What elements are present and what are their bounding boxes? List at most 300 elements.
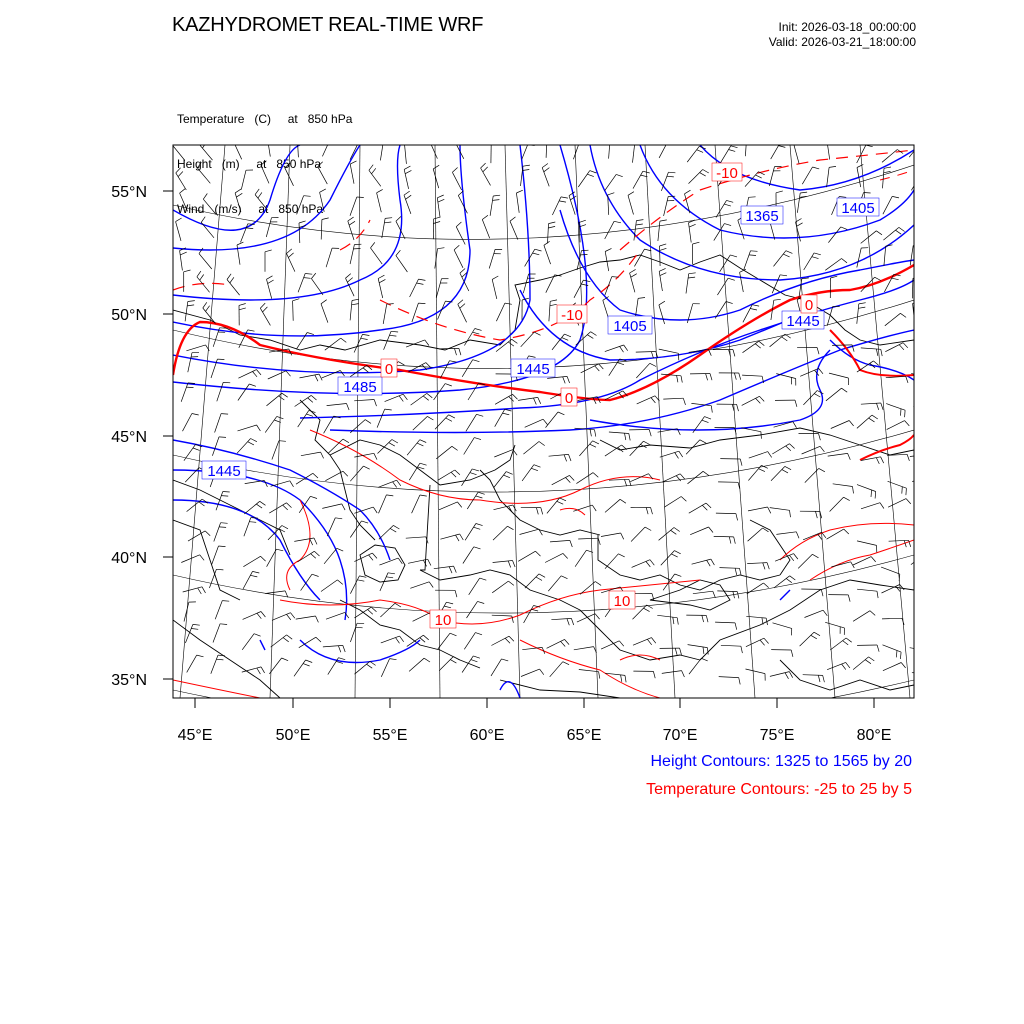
wind-barb bbox=[740, 272, 744, 292]
wind-barb-flag bbox=[751, 251, 758, 252]
wind-barb bbox=[831, 421, 849, 429]
wind-barb bbox=[238, 425, 257, 431]
wind-barb bbox=[494, 472, 506, 488]
wind-barb-flag bbox=[645, 249, 652, 251]
wind-barb-flag bbox=[452, 168, 457, 173]
wind-barb bbox=[745, 136, 746, 156]
wind-barb-flag bbox=[811, 635, 817, 639]
wind-barb bbox=[631, 527, 645, 541]
wind-barb bbox=[321, 220, 322, 240]
wind-barb-flag bbox=[906, 376, 908, 383]
wind-barb-flag bbox=[222, 601, 229, 602]
wind-barb bbox=[287, 254, 295, 272]
wind-barb-flag bbox=[928, 673, 930, 680]
wind-barb bbox=[688, 645, 708, 648]
wind-barb bbox=[575, 550, 586, 567]
wind-barb bbox=[829, 373, 848, 378]
wind-barb bbox=[495, 409, 505, 426]
wind-barb-flag bbox=[660, 220, 667, 221]
wind-barb-flag bbox=[631, 274, 637, 278]
wind-barb bbox=[311, 279, 323, 295]
wind-barb-flag bbox=[304, 196, 311, 197]
wind-barb-flag bbox=[523, 165, 530, 166]
wind-barb-flag bbox=[884, 167, 891, 168]
wind-barb bbox=[521, 332, 535, 347]
wind-barb-flag bbox=[288, 253, 293, 258]
wind-barb bbox=[244, 518, 251, 537]
wind-barb-flag bbox=[827, 137, 833, 140]
wind-barb-flag bbox=[759, 341, 765, 345]
wind-barb-flag bbox=[729, 537, 731, 544]
wind-barb-flag bbox=[926, 596, 927, 603]
wind-barb-flag bbox=[703, 170, 709, 174]
wind-barb-flag bbox=[369, 165, 373, 171]
wind-barb-flag bbox=[892, 196, 899, 198]
wind-barb bbox=[796, 222, 801, 241]
wind-barb-flag bbox=[459, 348, 461, 355]
wind-barb-flag bbox=[201, 217, 205, 223]
wind-barb bbox=[201, 222, 214, 237]
wind-barb bbox=[261, 165, 269, 183]
wind-barb bbox=[770, 334, 785, 347]
wind-barb bbox=[525, 574, 539, 588]
wind-barb bbox=[915, 623, 934, 629]
wind-barb bbox=[490, 196, 493, 216]
wind-barb-flag bbox=[433, 165, 439, 169]
wind-barb bbox=[380, 141, 383, 161]
wind-barb-flag bbox=[737, 592, 739, 599]
wind-barb-flag bbox=[282, 393, 288, 397]
wind-barb-flag bbox=[869, 418, 875, 422]
wind-barb-flag bbox=[793, 422, 797, 428]
wind-barb-flag bbox=[786, 579, 792, 583]
wind-barb-flag bbox=[367, 664, 373, 668]
wind-barb bbox=[209, 569, 216, 588]
wind-barb bbox=[800, 632, 814, 646]
wind-barb-flag bbox=[739, 373, 741, 380]
wind-barb-flag bbox=[239, 304, 246, 306]
wind-barb bbox=[491, 659, 502, 676]
wind-barb-flag bbox=[329, 142, 336, 143]
wind-barb-flag bbox=[869, 657, 875, 661]
wind-barb-flag bbox=[299, 221, 306, 223]
wind-barb-flag bbox=[618, 554, 624, 557]
wind-barb bbox=[301, 452, 321, 456]
wind-barb-flag bbox=[251, 518, 258, 519]
wind-barb-flag bbox=[668, 172, 675, 173]
wind-barb bbox=[321, 304, 328, 323]
wind-barb-flag bbox=[509, 636, 514, 641]
wind-barb-flag bbox=[646, 561, 650, 567]
wind-barb-flag bbox=[929, 509, 933, 515]
wind-barb-flag bbox=[559, 201, 566, 202]
wind-barb-flag bbox=[253, 571, 260, 573]
wind-barb-flag bbox=[896, 651, 897, 658]
wind-barb-flag bbox=[512, 339, 518, 343]
wind-barb-flag bbox=[873, 361, 878, 366]
wind-barb-flag bbox=[881, 349, 882, 356]
wind-barb-flag bbox=[268, 280, 274, 284]
wind-barb-flag bbox=[235, 141, 240, 146]
wind-barb-flag bbox=[417, 283, 424, 284]
wind-barb bbox=[437, 198, 440, 218]
wind-barb bbox=[573, 140, 580, 159]
wind-barb-flag bbox=[820, 446, 824, 452]
wind-barb bbox=[215, 601, 222, 620]
wind-barb-flag bbox=[339, 658, 346, 660]
wind-barb-flag bbox=[260, 501, 266, 505]
wind-barb-flag bbox=[587, 174, 594, 176]
wind-barb-flag bbox=[617, 363, 624, 365]
wind-barb-flag bbox=[558, 412, 564, 415]
wind-barb-flag bbox=[475, 329, 482, 331]
wind-barb-flag bbox=[544, 241, 550, 245]
wind-barb-flag bbox=[570, 540, 572, 547]
wind-barb bbox=[573, 505, 592, 511]
wind-barb-flag bbox=[506, 472, 512, 475]
wind-barb-flag bbox=[899, 345, 904, 350]
wind-barb bbox=[380, 603, 395, 617]
wind-barb bbox=[491, 636, 509, 645]
wind-barb-flag bbox=[794, 554, 798, 560]
wind-barb-flag bbox=[384, 222, 391, 223]
wind-barb bbox=[910, 454, 930, 456]
wind-barb bbox=[350, 142, 359, 160]
wind-barb-flag bbox=[709, 527, 713, 533]
wind-barb-flag bbox=[425, 340, 429, 346]
wind-barb-flag bbox=[390, 529, 396, 533]
wind-barb-flag bbox=[311, 554, 316, 559]
wind-barb-flag bbox=[456, 222, 461, 227]
lon-label: 55°E bbox=[372, 727, 408, 744]
lon-label: 50°E bbox=[275, 727, 311, 744]
wind-barb-flag bbox=[419, 279, 426, 280]
wind-barb bbox=[321, 580, 337, 592]
wind-barb bbox=[601, 641, 619, 649]
wind-barb-flag bbox=[936, 432, 938, 439]
wind-barb-flag bbox=[363, 334, 370, 335]
wind-barb-flag bbox=[625, 433, 626, 440]
wind-barb bbox=[720, 255, 731, 272]
wind-barb bbox=[434, 566, 454, 569]
lat-label: 50°N bbox=[111, 307, 147, 324]
wind-barb-flag bbox=[660, 248, 667, 250]
wind-barb bbox=[743, 341, 759, 353]
wind-barb bbox=[686, 274, 689, 294]
wind-barb-flag bbox=[932, 477, 936, 483]
wind-barb-flag bbox=[800, 192, 807, 193]
wind-barb-flag bbox=[310, 539, 313, 545]
wind-barb bbox=[827, 167, 830, 187]
wind-barb-flag bbox=[221, 523, 228, 524]
wind-barb-flag bbox=[534, 398, 537, 404]
wind-barb-flag bbox=[279, 396, 285, 400]
wind-barb bbox=[721, 645, 741, 646]
wind-barb bbox=[260, 308, 270, 325]
wind-barb-flag bbox=[782, 470, 788, 473]
wind-barb-flag bbox=[749, 197, 756, 198]
wind-barb-flag bbox=[624, 345, 628, 351]
wind-barb-flag bbox=[337, 548, 343, 551]
wind-barb-flag bbox=[450, 361, 457, 362]
wind-barb bbox=[379, 495, 387, 513]
wind-barb bbox=[379, 525, 394, 539]
wind-barb-flag bbox=[460, 534, 464, 540]
wind-barb-flag bbox=[392, 440, 398, 444]
wind-barb-flag bbox=[472, 469, 479, 471]
wind-barb bbox=[496, 303, 505, 321]
wind-barb-flag bbox=[739, 678, 741, 685]
wind-barb bbox=[909, 142, 921, 158]
wind-barb-flag bbox=[567, 376, 570, 383]
wind-barb bbox=[912, 278, 913, 298]
wind-barb-flag bbox=[700, 440, 706, 443]
wind-barb-flag bbox=[660, 244, 667, 246]
wind-barb bbox=[494, 450, 513, 457]
wind-barb bbox=[745, 172, 758, 187]
wind-barb-flag bbox=[216, 659, 223, 660]
wind-barb-flag bbox=[249, 522, 256, 523]
wind-barb-flag bbox=[359, 142, 366, 143]
wind-barb-flag bbox=[821, 589, 823, 596]
wind-barb-flag bbox=[565, 639, 570, 644]
wind-barb bbox=[912, 477, 931, 482]
wind-barb-flag bbox=[363, 466, 369, 469]
wind-barb bbox=[636, 352, 656, 353]
wind-barb-flag bbox=[846, 662, 850, 668]
wind-barb-flag bbox=[346, 274, 351, 279]
wind-barb-flag bbox=[747, 135, 754, 136]
wind-barb bbox=[440, 534, 459, 539]
wind-barb-flag bbox=[871, 490, 872, 497]
wind-barb bbox=[605, 221, 614, 239]
wind-barb bbox=[853, 657, 869, 670]
wind-barb-flag bbox=[379, 279, 385, 282]
wind-barb bbox=[413, 416, 428, 430]
wind-barb-flag bbox=[562, 338, 569, 341]
wind-barb-flag bbox=[541, 508, 543, 515]
height-legend: Height Contours: 1325 to 1565 by 20 bbox=[650, 753, 912, 770]
wind-barb bbox=[574, 647, 594, 650]
wind-barb-flag bbox=[424, 658, 430, 662]
wind-barb bbox=[544, 245, 551, 264]
wind-barb bbox=[463, 547, 474, 564]
wind-barb bbox=[803, 675, 823, 676]
wind-barb bbox=[797, 193, 800, 213]
wind-barb-flag bbox=[319, 374, 322, 380]
wind-barb-flag bbox=[934, 530, 939, 535]
wind-barb bbox=[802, 167, 812, 184]
wind-barb bbox=[769, 167, 774, 186]
wind-barb-flag bbox=[202, 587, 206, 593]
wind-barb-flag bbox=[749, 255, 756, 256]
wind-barb-flag bbox=[614, 221, 621, 223]
wind-barb-flag bbox=[598, 538, 600, 545]
wind-barb-flag bbox=[922, 142, 929, 145]
wind-barb-flag bbox=[265, 250, 272, 252]
wind-barb bbox=[689, 503, 706, 513]
field-temperature: Temperature (C) at 850 hPa bbox=[177, 112, 353, 126]
wind-barb bbox=[882, 618, 902, 619]
wind-barb-flag bbox=[535, 249, 542, 251]
wind-barb-flag bbox=[827, 141, 833, 144]
wind-barb-flag bbox=[776, 191, 783, 193]
wind-barb bbox=[916, 221, 922, 240]
wind-barb-flag bbox=[445, 384, 452, 386]
svg-text:10: 10 bbox=[434, 612, 452, 629]
wind-barb bbox=[657, 615, 677, 617]
wind-barb-flag bbox=[843, 641, 849, 645]
wind-barb bbox=[245, 481, 265, 484]
wind-barb-flag bbox=[907, 454, 909, 461]
wind-barb-flag bbox=[493, 200, 500, 201]
wind-barb bbox=[325, 471, 343, 481]
wind-barb-flag bbox=[335, 518, 342, 519]
wind-barb bbox=[267, 137, 270, 157]
wind-barb-flag bbox=[373, 507, 377, 513]
wind-barb bbox=[293, 301, 294, 321]
wind-barb bbox=[637, 396, 655, 404]
wind-barb bbox=[659, 140, 668, 158]
wind-barb-flag bbox=[356, 627, 363, 628]
wind-barb-flag bbox=[761, 432, 762, 439]
wind-barb-flag bbox=[865, 660, 871, 664]
wind-barb-flag bbox=[377, 189, 383, 192]
wind-barb bbox=[214, 523, 221, 542]
wind-barb-flag bbox=[378, 275, 384, 278]
wind-barb bbox=[550, 540, 570, 542]
wind-barb-flag bbox=[286, 503, 291, 508]
wind-barb bbox=[197, 277, 210, 293]
wind-barb bbox=[524, 606, 534, 623]
wind-barb bbox=[268, 371, 286, 379]
wind-barb-flag bbox=[823, 610, 827, 616]
wind-barb bbox=[439, 657, 453, 671]
wind-barb bbox=[188, 531, 205, 541]
wind-barb-flag bbox=[764, 583, 769, 588]
wind-barb-flag bbox=[620, 499, 626, 503]
wind-barb bbox=[910, 648, 930, 651]
wind-barb-flag bbox=[877, 591, 878, 598]
wind-barb-flag bbox=[842, 259, 848, 263]
wind-barb-flag bbox=[470, 473, 477, 475]
wind-barb bbox=[227, 280, 240, 296]
wind-barb bbox=[659, 305, 665, 324]
wind-barb-flag bbox=[508, 342, 514, 346]
wind-barb bbox=[464, 438, 475, 455]
wind-barb-flag bbox=[625, 675, 626, 682]
wind-barb-flag bbox=[659, 268, 665, 271]
wind-barb-flag bbox=[774, 299, 781, 300]
wind-barb-flag bbox=[233, 137, 238, 142]
wind-barb-flag bbox=[703, 647, 704, 654]
wind-barb bbox=[914, 197, 922, 215]
wind-barb bbox=[298, 410, 309, 427]
wind-barb-flag bbox=[510, 217, 516, 221]
wind-barb-flag bbox=[763, 563, 765, 570]
wind-barb-flag bbox=[689, 273, 696, 274]
temperature-legend: Temperature Contours: -25 to 25 by 5 bbox=[646, 781, 912, 798]
wind-barb bbox=[547, 639, 565, 648]
wind-barb-flag bbox=[184, 270, 191, 272]
wind-barb-flag bbox=[279, 441, 286, 442]
wind-barb-flag bbox=[877, 403, 879, 410]
wind-barb-flag bbox=[731, 146, 738, 148]
wind-barb-flag bbox=[191, 629, 198, 630]
wind-barb bbox=[350, 576, 359, 594]
wind-barb-flag bbox=[735, 623, 737, 630]
wind-barb-flag bbox=[386, 495, 393, 496]
wind-barb bbox=[545, 553, 563, 562]
wind-barb-flag bbox=[349, 221, 355, 225]
wind-barb-flag bbox=[420, 463, 427, 465]
wind-barb bbox=[883, 227, 899, 240]
wind-barb-flag bbox=[922, 173, 929, 175]
wind-barb bbox=[720, 146, 730, 163]
wind-barb-flag bbox=[193, 448, 200, 450]
wind-barb bbox=[242, 634, 254, 650]
wind-barb-flag bbox=[548, 226, 555, 228]
wind-barb-flag bbox=[605, 248, 611, 251]
wind-barb bbox=[857, 485, 876, 492]
wind-barb-flag bbox=[260, 303, 265, 308]
wind-barb-flag bbox=[857, 164, 863, 167]
wind-barb bbox=[326, 612, 345, 619]
wind-barb bbox=[413, 612, 431, 621]
wind-barb-flag bbox=[471, 660, 478, 662]
wind-barb-flag bbox=[593, 441, 599, 444]
wind-barb bbox=[884, 246, 886, 266]
wind-barb bbox=[833, 484, 853, 487]
wind-barb-flag bbox=[899, 227, 905, 231]
lon-label: 60°E bbox=[469, 727, 505, 744]
svg-text:1405: 1405 bbox=[613, 318, 647, 335]
wind-barb bbox=[772, 444, 789, 454]
wind-barb-flag bbox=[203, 302, 207, 308]
wind-barb bbox=[551, 618, 571, 619]
wind-barb-flag bbox=[736, 514, 738, 521]
wind-barb-flag bbox=[875, 277, 881, 280]
wind-barb-flag bbox=[187, 387, 194, 388]
wind-barb-flag bbox=[505, 638, 510, 643]
wind-barb-flag bbox=[591, 332, 597, 336]
wind-barb-flag bbox=[534, 332, 540, 335]
wind-barb-flag bbox=[343, 439, 349, 443]
wind-barb bbox=[749, 452, 768, 459]
wind-barb-flag bbox=[452, 446, 458, 450]
wind-barb bbox=[181, 555, 199, 563]
wind-barb-flag bbox=[385, 409, 392, 410]
lat-axis bbox=[163, 191, 173, 679]
wind-barb bbox=[211, 655, 218, 674]
wind-barb-flag bbox=[418, 303, 425, 304]
wind-barb-flag bbox=[569, 475, 574, 480]
wind-barb-flag bbox=[645, 527, 651, 530]
wind-barb bbox=[825, 622, 844, 628]
wind-barb bbox=[346, 278, 355, 296]
wind-barb-flag bbox=[677, 375, 678, 382]
wind-barb bbox=[774, 251, 786, 267]
wind-barb bbox=[857, 541, 877, 546]
wind-barb-flag bbox=[363, 368, 368, 373]
wind-barb bbox=[516, 193, 519, 213]
wind-barb bbox=[265, 591, 285, 594]
wind-barb bbox=[452, 172, 461, 190]
wind-barb bbox=[238, 370, 256, 379]
wind-barb-flag bbox=[397, 480, 401, 486]
field-height: Height (m) at 850 hPa bbox=[177, 157, 322, 171]
wind-barb-flag bbox=[454, 566, 457, 573]
